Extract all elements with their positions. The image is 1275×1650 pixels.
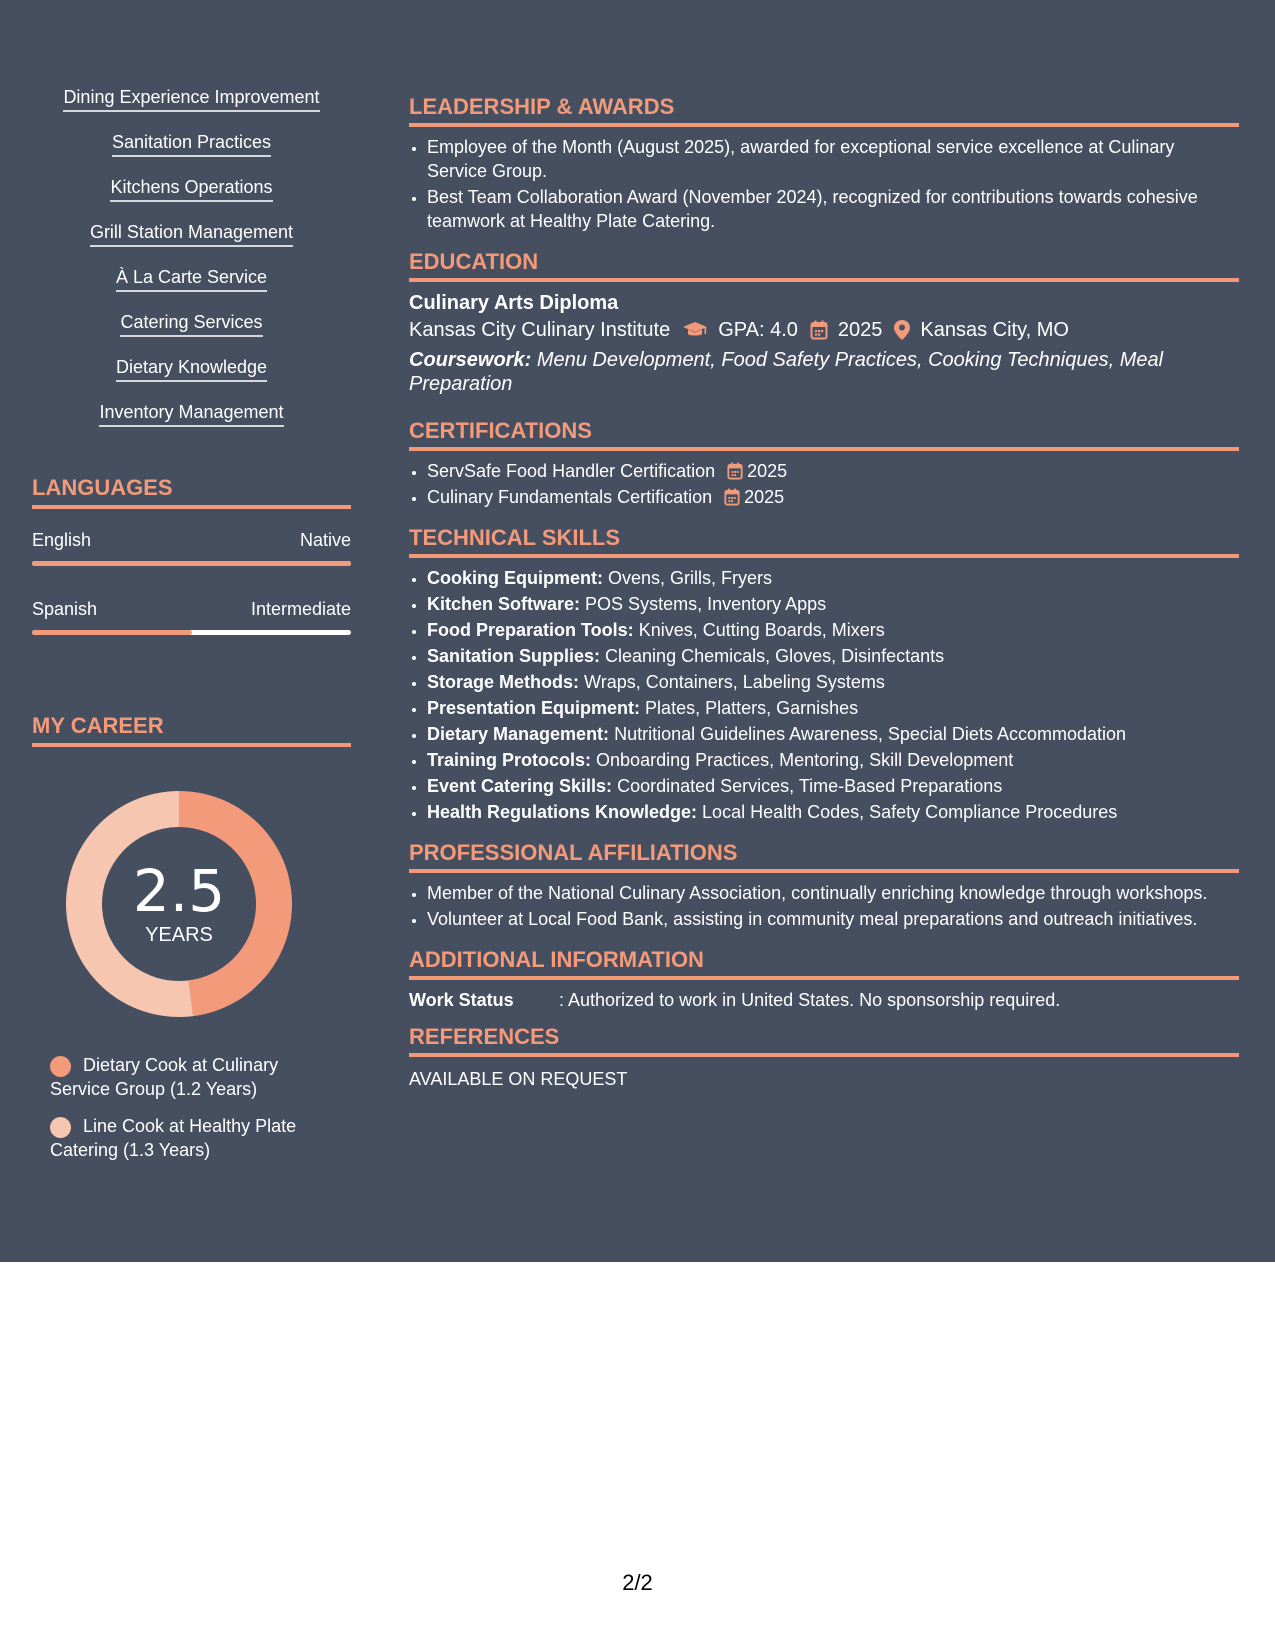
language-item <box>32 529 351 566</box>
career-donut-chart <box>66 791 292 1017</box>
leadership-section <box>409 94 1239 233</box>
school-location: Kansas City, MO <box>920 319 1069 341</box>
list-item: • Cooking Equipment: Ovens, Grills, Fryers <box>427 566 1239 590</box>
language-level: Native <box>299 530 351 550</box>
section-heading: TECHNICAL SKILLS <box>409 525 1239 558</box>
work-status-value: : Authorized to work in United States. No sponsorship required. <box>559 990 1061 1010</box>
technical-skills-section <box>409 525 1239 824</box>
skill-item: Catering Services <box>32 311 351 356</box>
certifications-list <box>409 459 1239 509</box>
certification-year: 2025 <box>744 487 785 507</box>
coursework <box>409 348 1239 396</box>
list-item: • Health Regulations Knowledge: Local Health Codes, Safety Compliance Procedures <box>427 800 1239 824</box>
list-item: • Food Preparation Tools: Knives, Cutting Boards, Mixers <box>427 618 1239 642</box>
list-item: • Presentation Equipment: Plates, Platters, Garnishes <box>427 696 1239 720</box>
section-heading: LEADERSHIP & AWARDS <box>409 94 1239 127</box>
school-name: Kansas City Culinary Institute <box>409 319 671 341</box>
career-legend <box>50 1053 330 1162</box>
languages-heading: LANGUAGES <box>32 475 351 509</box>
work-status-row <box>409 988 1239 1012</box>
education-section <box>409 249 1239 396</box>
career-section <box>32 713 351 1162</box>
skill-item: Grill Station Management <box>32 221 351 266</box>
page-number: 2/2 <box>622 1570 653 1595</box>
coursework-list: Menu Development, Food Safety Practices, Cooking Techniques, Meal Preparation <box>409 349 1164 395</box>
language-name: Spanish <box>32 599 98 619</box>
list-item: • Best Team Collaboration Award (November 2024), recognized for contributions towards cohesive teamwork at Healthy Plate Catering. <box>427 185 1239 233</box>
career-total-years: 2.5 <box>132 857 226 925</box>
certification-item: • Culinary Fundamentals Certification 2025 <box>427 485 1239 509</box>
leadership-list <box>409 135 1239 233</box>
list-item: • Storage Methods: Wraps, Containers, Labeling Systems <box>427 670 1239 694</box>
list-item: • Sanitation Supplies: Cleaning Chemicals, Gloves, Disinfectants <box>427 644 1239 668</box>
skill-item: À La Carte Service <box>32 266 351 311</box>
education-details <box>409 316 1239 344</box>
list-item: • Employee of the Month (August 2025), awarded for exceptional service excellence at Culinary Service Group. <box>427 135 1239 183</box>
calendar-icon <box>810 320 828 340</box>
list-item: • Kitchen Software: POS Systems, Inventory Apps <box>427 592 1239 616</box>
languages-section <box>32 475 351 635</box>
list-item: • Training Protocols: Onboarding Practices, Mentoring, Skill Development <box>427 748 1239 772</box>
section-heading: CERTIFICATIONS <box>409 418 1239 451</box>
language-proficiency-bar <box>32 561 351 566</box>
legend-dot-icon <box>50 1056 71 1077</box>
sidebar <box>32 86 351 1175</box>
career-heading: MY CAREER <box>32 713 351 747</box>
work-status-label: Work Status <box>409 990 514 1010</box>
skills-list <box>32 86 351 446</box>
certification-year: 2025 <box>747 461 788 481</box>
legend-dot-icon <box>50 1117 71 1138</box>
language-proficiency-fill <box>32 561 351 566</box>
language-item <box>32 598 351 635</box>
skill-item: Dietary Knowledge <box>32 356 351 401</box>
career-legend-item: Line Cook at Healthy Plate Catering (1.3 Years) <box>50 1116 297 1160</box>
certification-item: • ServSafe Food Handler Certification 2025 <box>427 459 1239 483</box>
skill-item: Inventory Management <box>32 401 351 446</box>
career-legend-item: Dietary Cook at Culinary Service Group (1.2 Years) <box>50 1055 279 1099</box>
section-heading: EDUCATION <box>409 249 1239 282</box>
gpa: GPA: 4.0 <box>718 319 798 341</box>
list-item: • Volunteer at Local Food Bank, assisting in community meal preparations and outreach initiatives. <box>427 907 1239 931</box>
section-heading: ADDITIONAL INFORMATION <box>409 947 1239 980</box>
main-column <box>409 94 1239 1107</box>
skill-item: Dining Experience Improvement <box>32 86 351 131</box>
coursework-label: Coursework: <box>409 349 532 371</box>
affiliations-list <box>409 881 1239 931</box>
language-proficiency-bar <box>32 630 351 635</box>
additional-info-section <box>409 947 1239 1012</box>
skill-item: Kitchens Operations <box>32 176 351 221</box>
list-item: • Dietary Management: Nutritional Guidelines Awareness, Special Diets Accommodation <box>427 722 1239 746</box>
graduation-year: 2025 <box>837 319 883 341</box>
language-name: English <box>32 530 92 550</box>
technical-skills-list <box>409 566 1239 824</box>
list-item: • Event Catering Skills: Coordinated Services, Time-Based Preparations <box>427 774 1239 798</box>
language-level: Intermediate <box>250 599 351 619</box>
calendar-icon <box>724 488 740 506</box>
location-pin-icon <box>894 320 910 340</box>
skill-item: Sanitation Practices <box>32 131 351 176</box>
list-item: • Member of the National Culinary Association, continually enriching knowledge through workshops. <box>427 881 1239 905</box>
affiliations-section <box>409 840 1239 931</box>
section-heading: PROFESSIONAL AFFILIATIONS <box>409 840 1239 873</box>
calendar-icon <box>727 462 743 480</box>
certifications-section <box>409 418 1239 509</box>
section-heading: REFERENCES <box>409 1024 1239 1057</box>
career-total-unit: YEARS <box>145 924 213 946</box>
references-section <box>409 1024 1239 1091</box>
references-text: AVAILABLE ON REQUEST <box>409 1069 628 1089</box>
language-proficiency-fill <box>32 630 192 635</box>
graduation-cap-icon <box>682 321 708 339</box>
degree-title: Culinary Arts Diploma <box>409 292 619 314</box>
